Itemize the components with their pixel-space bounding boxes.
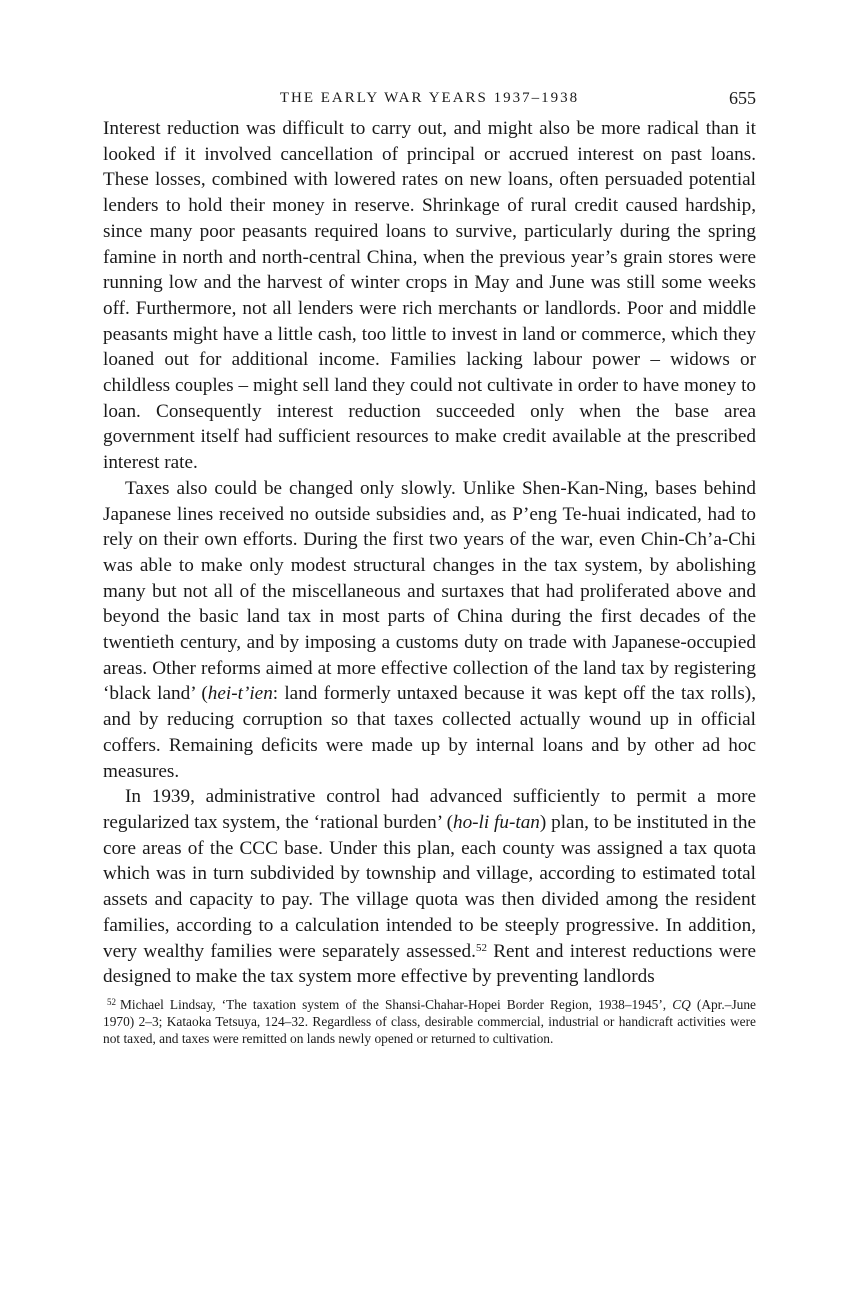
body-text <box>103 116 756 990</box>
footnote-text: (Apr.–June 1970) 2–3; Kataoka Tetsuya, 124–32. Regardless of class, desirable commercial, industrial or handicraft activities were not taxed, and taxes were remitted on lands newly opened or returned to cultivation. <box>103 996 756 1047</box>
footnotes <box>103 996 756 1048</box>
romanized-term: hei-t’ien <box>207 683 273 705</box>
footnote-text: Michael Lindsay, ‘The taxation system of the Shansi-Chahar-Hopei Border Region, 1938–1945’, <box>120 996 673 1012</box>
paragraph-taxes <box>103 476 756 784</box>
running-head <box>103 88 756 116</box>
paragraph-text: Rent and interest reductions were designed to make the tax system more effective by preventing landlords <box>103 940 756 988</box>
paragraph-text: ) plan, to be instituted in the core areas of the CCC base. Under this plan, each county was assigned a tax quota which was in turn subdivided by township and village, according to estimated total assets and capacity to pay. The village quota was then divided among the resident families, according to a calculation intended to be steeply progressive. In addition, very wealthy families were separately assessed. <box>103 811 756 962</box>
paragraph-text: Taxes also could be changed only slowly. Unlike Shen-Kan-Ning, bases behind Japanese lines received no outside subsidies and, as P’eng Te-huai indicated, had to rely on their own efforts. During the first two years of the war, even Chin-Ch’a-Chi was able to make only modest structural changes in the tax system, by abolishing many but not all of the miscellaneous and surtaxes that had proliferated above and beyond the basic land tax in most parts of China during the first decades of the twentieth century, and by imposing a customs duty on trade with Japanese-occupied areas. Other reforms aimed at more effective collection of the land tax by registering ‘black land’ ( <box>103 477 756 705</box>
paragraph-text: : land formerly untaxed because it was kept off the tax rolls), and by reducing corruption so that taxes collected actually wound up in official coffers. Remaining deficits were made up by internal loans and by other ad hoc measures. <box>103 683 756 782</box>
book-page <box>103 88 756 1048</box>
paragraph-interest-reduction <box>103 116 756 476</box>
romanized-term: ho-li fu-tan <box>452 811 540 833</box>
running-title: THE EARLY WAR YEARS 1937–1938 <box>279 90 580 106</box>
paragraph-text: In 1939, administrative control had advanced sufficiently to permit a more regularized tax system, the ‘rational burden’ ( <box>103 786 756 833</box>
paragraph-rational-burden <box>103 784 756 990</box>
footnote-reference[interactable]: 52 <box>475 941 487 954</box>
paragraph-text: Interest reduction was difficult to carry out, and might also be more radical than it looked if it involved cancellation of principal or accrued interest on past loans. These losses, combined with lowered rates on new loans, often persuaded potential lenders to hold their money in reserve. Shrinkage of rural credit caused hardship, since many poor peasants required loans to survive, particularly during the spring famine in north and north-central China, when the previous year’s grain stores were running low and the harvest of winter crops in May and June was still some weeks off. Furthermore, not all lenders were rich merchants or landlords. Poor and middle peasants might have a little cash, too little to invest in land or commerce, which they loaned out for additional income. Families lacking labour power – widows or childless couples – might sell land they could not cultivate in order to have money to loan. Consequently interest reduction succeeded only when the base area government itself had sufficient resources to make credit available at the prescribed interest rate. <box>103 118 756 474</box>
journal-abbreviation: CQ <box>672 996 691 1012</box>
footnote-52 <box>103 996 756 1048</box>
page-number: 655 <box>729 88 756 108</box>
footnote-marker: 52 <box>107 996 116 1007</box>
